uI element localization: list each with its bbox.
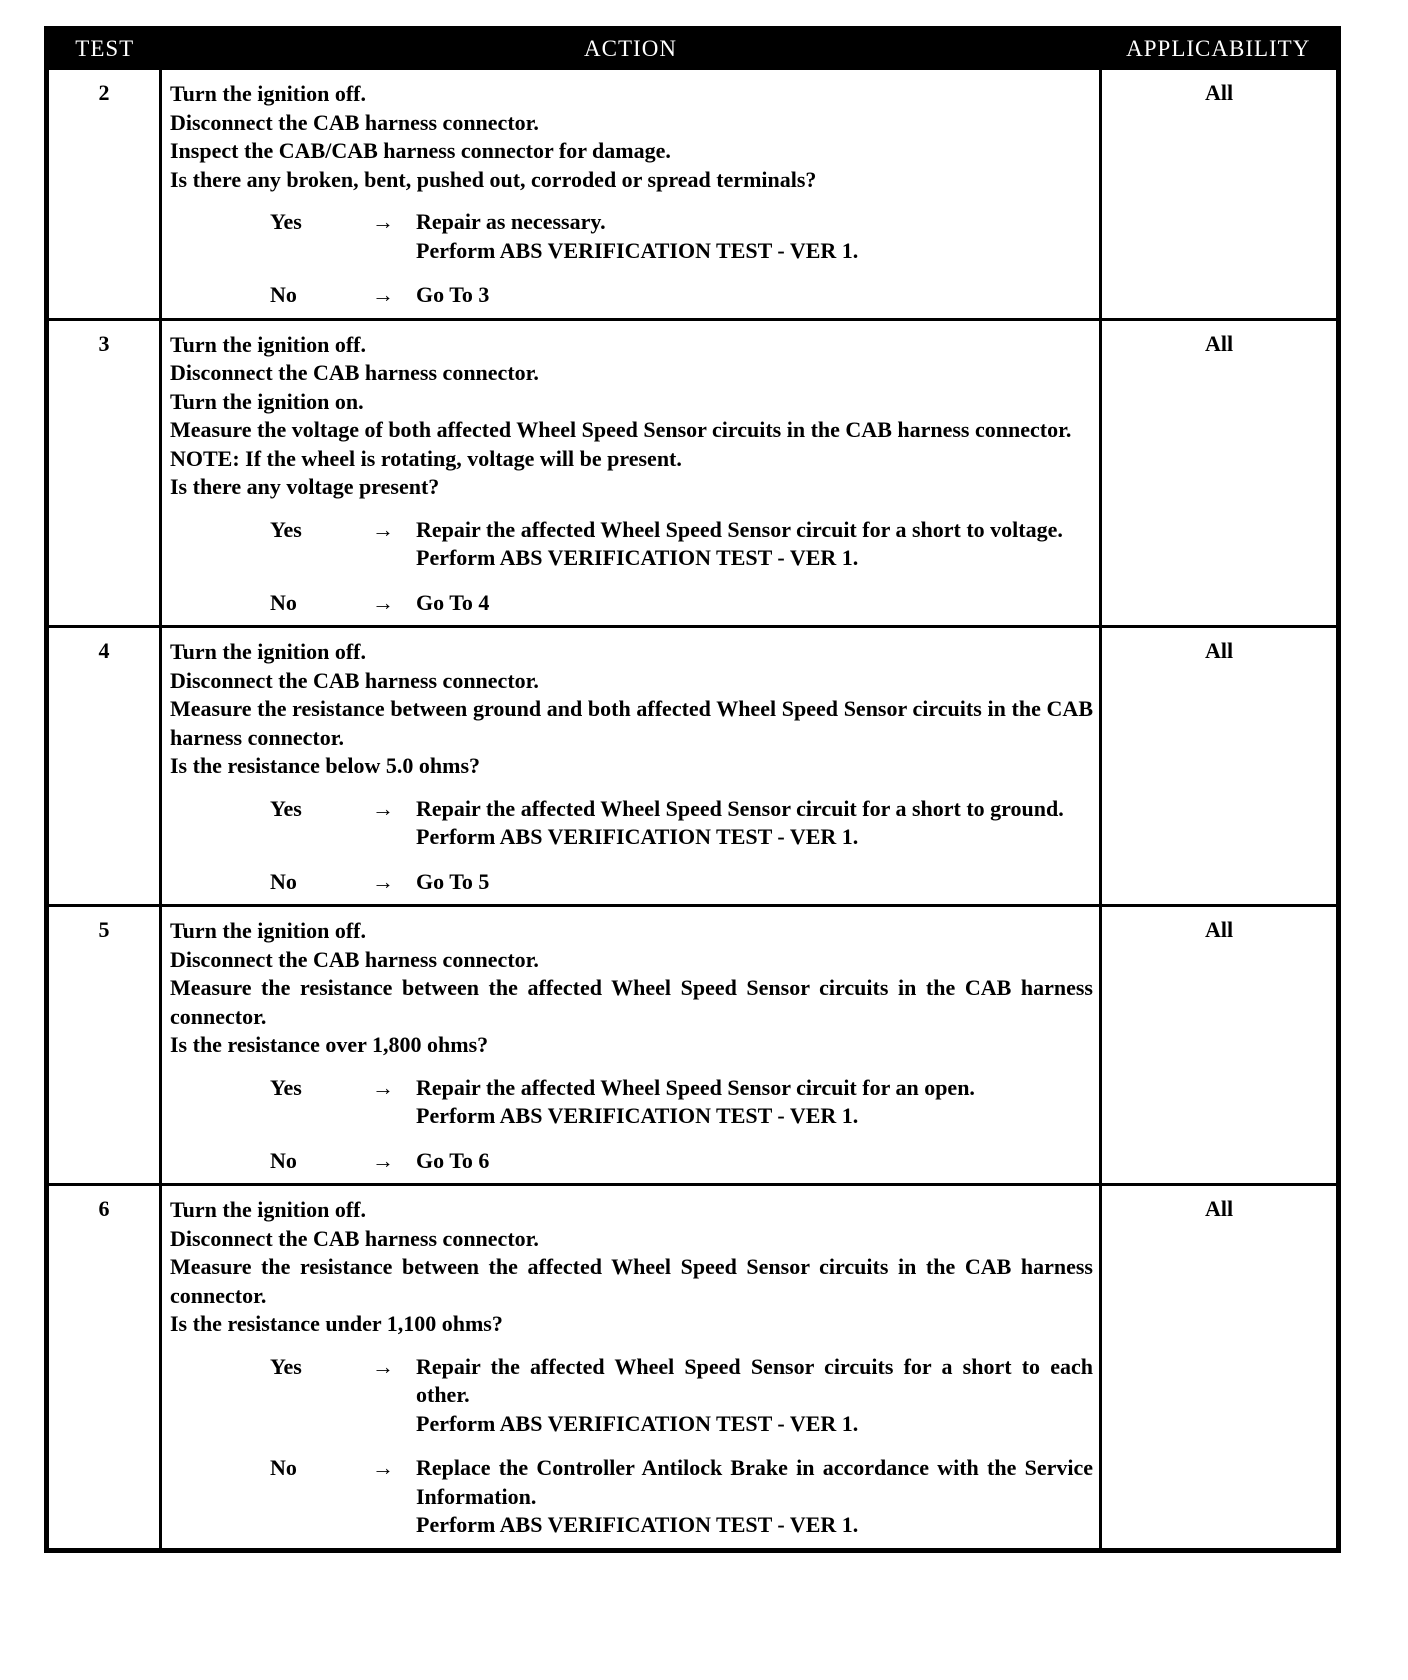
action-steps	[170, 917, 1093, 1060]
action-step: Inspect the CAB/CAB harness connector for damage.	[170, 138, 671, 163]
action-step: Is the resistance under 1,100 ohms?	[170, 1311, 503, 1336]
diagnostic-document	[44, 26, 1336, 1553]
diagnostic-table	[44, 26, 1341, 1553]
yes-result-line: Repair the affected Wheel Speed Sensor circuit for a short to ground.	[416, 795, 1064, 821]
applicability-value: All	[1101, 319, 1339, 627]
test-number: 2	[47, 69, 161, 320]
action-step: Disconnect the CAB harness connector.	[170, 109, 539, 135]
action-cell	[161, 69, 1101, 320]
yes-branch	[170, 208, 1093, 265]
no-branch	[170, 1147, 1093, 1176]
yes-result-line: Perform ABS VERIFICATION TEST - VER 1.	[416, 237, 859, 263]
no-label: No	[270, 589, 297, 615]
action-steps	[170, 638, 1093, 781]
yes-result-line: Repair the affected Wheel Speed Sensor circuit for a short to voltage.	[416, 516, 1063, 542]
action-step: Is there any broken, bent, pushed out, corroded or spread terminals?	[170, 166, 817, 192]
no-result-line: Go To 4	[416, 589, 490, 615]
no-result	[416, 281, 1093, 310]
no-branch	[170, 868, 1093, 897]
action-step: Measure the resistance between the affected Wheel Speed Sensor circuits in the CAB harness connector.	[170, 1254, 1093, 1308]
no-label: No	[270, 282, 297, 307]
yes-label: Yes	[270, 1074, 302, 1100]
arrow-right-icon: →	[372, 1074, 394, 1100]
header-test: TEST	[47, 29, 161, 69]
table-row	[47, 319, 1339, 627]
no-result-line: Replace the Controller Antilock Brake in accordance with the Service Information.	[416, 1455, 1093, 1509]
arrow-right-icon: →	[372, 1455, 394, 1480]
table-header-row	[47, 29, 1339, 69]
applicability-value: All	[1101, 906, 1339, 1185]
test-number: 5	[47, 906, 161, 1185]
yes-result	[416, 795, 1093, 852]
action-step: Turn the ignition off.	[170, 918, 367, 943]
yes-label: Yes	[270, 795, 302, 821]
action-step: Disconnect the CAB harness connector.	[170, 1225, 539, 1251]
yes-result-line: Perform ABS VERIFICATION TEST - VER 1.	[416, 824, 859, 849]
yes-branch	[170, 1074, 1093, 1131]
table-row	[47, 627, 1339, 906]
yes-result-line: Repair the affected Wheel Speed Sensor circuits for a short to each other.	[416, 1353, 1093, 1407]
action-step: Turn the ignition off.	[170, 1197, 367, 1222]
action-cell	[161, 906, 1101, 1185]
table-row	[47, 69, 1339, 320]
arrow-right-icon: →	[372, 1147, 394, 1173]
arrow-right-icon: →	[372, 282, 394, 307]
yes-result	[416, 516, 1093, 573]
yes-branch	[170, 1353, 1093, 1439]
header-action: ACTION	[161, 29, 1101, 69]
yes-result	[416, 208, 1093, 265]
action-steps	[170, 80, 1093, 194]
no-result-line: Go To 5	[416, 868, 490, 894]
arrow-right-icon: →	[372, 1353, 394, 1379]
action-cell	[161, 1185, 1101, 1551]
action-question: Is there any voltage present?	[170, 474, 440, 499]
no-result-line: Perform ABS VERIFICATION TEST - VER 1.	[416, 1512, 859, 1537]
action-step: Turn the ignition off.	[170, 639, 367, 664]
yes-result	[416, 1074, 1093, 1131]
no-label: No	[270, 1147, 297, 1173]
action-step: Is the resistance over 1,800 ohms?	[170, 1032, 489, 1057]
action-step: Measure the resistance between ground and both affected Wheel Speed Sensor circuits in the CAB harness connector.	[170, 696, 1093, 750]
yes-label: Yes	[270, 1353, 302, 1379]
no-result	[416, 589, 1093, 618]
arrow-right-icon: →	[372, 868, 394, 894]
action-cell	[161, 627, 1101, 906]
header-applicability: APPLICABILITY	[1101, 29, 1339, 69]
yes-branch	[170, 795, 1093, 852]
yes-branch	[170, 516, 1093, 573]
no-label: No	[270, 868, 297, 894]
action-note: NOTE: If the wheel is rotating, voltage will be present.	[170, 445, 682, 471]
applicability-value: All	[1101, 627, 1339, 906]
arrow-right-icon: →	[372, 209, 394, 234]
no-result	[416, 868, 1093, 897]
no-result-line: Go To 3	[416, 282, 490, 307]
action-step: Turn the ignition off.	[170, 331, 367, 357]
test-number: 3	[47, 319, 161, 627]
no-branch	[170, 281, 1093, 310]
table-row	[47, 906, 1339, 1185]
yes-result	[416, 1353, 1093, 1439]
no-branch	[170, 1454, 1093, 1540]
action-cell	[161, 319, 1101, 627]
yes-result-line: Perform ABS VERIFICATION TEST - VER 1.	[416, 545, 859, 570]
test-number: 6	[47, 1185, 161, 1551]
action-step: Disconnect the CAB harness connector.	[170, 360, 539, 385]
action-step: Turn the ignition off.	[170, 81, 367, 106]
no-result	[416, 1454, 1093, 1540]
no-result	[416, 1147, 1093, 1176]
table-body	[47, 69, 1339, 1551]
test-number: 4	[47, 627, 161, 906]
no-branch	[170, 589, 1093, 618]
yes-label: Yes	[270, 516, 302, 542]
applicability-value: All	[1101, 1185, 1339, 1551]
action-steps	[170, 1196, 1093, 1339]
action-step: Disconnect the CAB harness connector.	[170, 946, 539, 972]
yes-result-line: Perform ABS VERIFICATION TEST - VER 1.	[416, 1103, 859, 1128]
action-step: Measure the voltage of both affected Wheel Speed Sensor circuits in the CAB harness connector.	[170, 417, 1072, 442]
yes-result-line: Perform ABS VERIFICATION TEST - VER 1.	[416, 1410, 859, 1436]
yes-result-line: Repair as necessary.	[416, 209, 606, 234]
no-label: No	[270, 1455, 297, 1480]
no-result-line: Go To 6	[416, 1147, 490, 1173]
table-row	[47, 1185, 1339, 1551]
arrow-right-icon: →	[372, 516, 394, 542]
yes-result-line: Repair the affected Wheel Speed Sensor circuit for an open.	[416, 1074, 975, 1100]
action-step: Disconnect the CAB harness connector.	[170, 667, 539, 693]
action-step: Is the resistance below 5.0 ohms?	[170, 753, 481, 778]
action-step: Turn the ignition on.	[170, 388, 364, 414]
applicability-value: All	[1101, 69, 1339, 320]
action-step: Measure the resistance between the affected Wheel Speed Sensor circuits in the CAB harness connector.	[170, 975, 1093, 1029]
action-steps	[170, 331, 1093, 502]
arrow-right-icon: →	[372, 795, 394, 821]
yes-label: Yes	[270, 209, 302, 234]
arrow-right-icon: →	[372, 589, 394, 615]
